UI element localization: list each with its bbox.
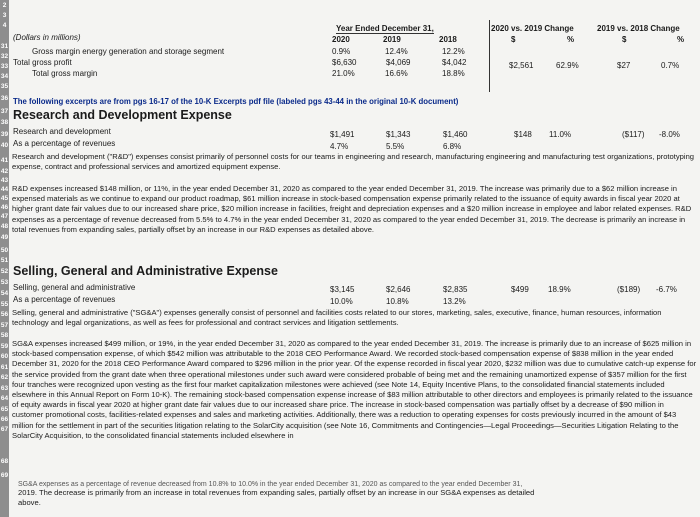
- change-2020-2019-header: 2020 vs. 2019 Change: [491, 24, 574, 33]
- row-number[interactable]: 37: [0, 108, 9, 115]
- row-number[interactable]: 67: [0, 426, 9, 433]
- row-number[interactable]: 47: [0, 213, 9, 220]
- chg1-pct: %: [567, 35, 575, 44]
- row-number[interactable]: 56: [0, 311, 9, 318]
- row-number[interactable]: 36: [0, 95, 9, 102]
- rd-pct-2018: 6.8%: [443, 142, 462, 151]
- gm-energy-label: Gross margin energy generation and storage segment: [32, 47, 225, 56]
- gm-energy-2018: 12.2%: [442, 47, 465, 56]
- row-number[interactable]: 39: [0, 131, 9, 138]
- rd-row-label: Research and development: [13, 127, 111, 136]
- row-number[interactable]: 32: [0, 53, 9, 60]
- row-number[interactable]: 61: [0, 364, 9, 371]
- row-number[interactable]: 57: [0, 322, 9, 329]
- rd-paragraph-1: Research and development ("R&D") expenses consist primarily of personnel costs for our teams in engineering and research, manufacturing engineering and manufacturing test organizations, prototyping expense, contract and professional services and amortized equipment expense.: [12, 152, 695, 172]
- rd-chg1-pct: 11.0%: [549, 130, 572, 139]
- row-number[interactable]: 43: [0, 177, 9, 184]
- tgp-chg1-pct: 62.9%: [556, 61, 579, 70]
- row-number[interactable]: 38: [0, 119, 9, 126]
- tgp-chg2-dollar: $27: [617, 61, 631, 70]
- gm-energy-2020: 0.9%: [332, 47, 351, 56]
- row-number[interactable]: 45: [0, 195, 9, 202]
- year-ended-header: Year Ended December 31,: [336, 24, 434, 33]
- sga-2018: $2,835: [443, 285, 468, 294]
- sga-paragraph-1: Selling, general and administrative ("SG&A") expenses generally consist of personnel and facilities costs related to our stores, marketing, sales, executive, finance, human resources, information technology and legal organizations, as well as fees for professional and contract services and litigation settlements.: [12, 308, 662, 328]
- sga-pct-2018: 13.2%: [443, 297, 466, 306]
- row-number[interactable]: 40: [0, 142, 9, 149]
- sga-2019: $2,646: [386, 285, 411, 294]
- row-number[interactable]: 58: [0, 332, 9, 339]
- sga-row-label: Selling, general and administrative: [13, 283, 136, 292]
- row-number[interactable]: 52: [0, 268, 9, 275]
- row-number[interactable]: 65: [0, 406, 9, 413]
- sga-section-title: Selling, General and Administrative Expense: [13, 264, 278, 278]
- row-number[interactable]: 31: [0, 43, 9, 50]
- tgp-chg1-dollar: $2,561: [509, 61, 534, 70]
- row-number[interactable]: 33: [0, 63, 9, 70]
- col-2018: 2018: [439, 35, 457, 44]
- row-number[interactable]: 41: [0, 157, 9, 164]
- tgp-2020: $6,630: [332, 58, 357, 67]
- excerpt-note: The following excerpts are from pgs 16-17 of the 10-K Excerpts pdf file (labeled pgs 43-44 in the original 10-K document): [13, 97, 459, 106]
- row-number[interactable]: 2: [2, 2, 7, 9]
- col-2020: 2020: [332, 35, 350, 44]
- row-number[interactable]: 53: [0, 279, 9, 286]
- rd-2018: $1,460: [443, 130, 468, 139]
- row-number[interactable]: 62: [0, 374, 9, 381]
- sga-chg1-dollar: $499: [511, 285, 529, 294]
- row-number[interactable]: 69: [0, 472, 9, 479]
- total-gross-margin-label: Total gross margin: [32, 69, 98, 78]
- sga-pct-2020: 10.0%: [330, 297, 353, 306]
- rd-section-title: Research and Development Expense: [13, 108, 232, 122]
- gm-energy-2019: 12.4%: [385, 47, 408, 56]
- chg1-dollar: $: [511, 35, 516, 44]
- total-gross-profit-label: Total gross profit: [13, 58, 72, 67]
- rd-chg2-pct: -8.0%: [659, 130, 680, 139]
- col-2019: 2019: [383, 35, 401, 44]
- column-divider: [489, 20, 490, 92]
- row-number[interactable]: 35: [0, 83, 9, 90]
- tgm-2019: 16.6%: [385, 69, 408, 78]
- row-number[interactable]: 4: [2, 22, 7, 29]
- rd-2020: $1,491: [330, 130, 355, 139]
- row-number[interactable]: 64: [0, 395, 9, 402]
- sga-chg2-dollar: ($189): [617, 285, 641, 294]
- row-number[interactable]: 63: [0, 385, 9, 392]
- tgp-chg2-pct: 0.7%: [661, 61, 680, 70]
- row-number[interactable]: 68: [0, 458, 9, 465]
- chg2-pct: %: [677, 35, 685, 44]
- chg2-dollar: $: [622, 35, 627, 44]
- row-number[interactable]: 34: [0, 73, 9, 80]
- rd-pct-2020: 4.7%: [330, 142, 349, 151]
- row-number[interactable]: 49: [0, 234, 9, 241]
- sga-paragraph-2: SG&A expenses increased $499 million, or 19%, in the year ended December 31, 2020 as compared to the year ended December 31, 2019. The increase is primarily due to an increase of $625 million in stock-based compensation expense, of which $542 million was attributable to the 2018 CEO Performance Award. We recorded stock-based compensation expense of $838 million in the year ended December 31, 2020 for the 2018 CEO Performance Award compared to $296 million in the prior year. Of the expense recorded in fiscal year 2020, $232 million was due to cumulative catch-up expense for the service provided from the grant date when three operational milestones under such award were considered probable of being met and the remaining unamortized expense of $357 million for the first four tranches were recognized upon vesting as the first four market capitalization milestones were achieved (see Note 14, Equity Incentive Plans, to the consolidated financial statements included elsewhere in this Annual Report on Form 10-K). The remaining stock-based compensation expense increase of $83 million attributable to other directors and employees is primarily related to the issuance of equity awards in fiscal year 2020 at higher grant date fair values due to our increased share price. The increase in stock-based compensation was partially offset by a decrease of $90 million in customer promotional costs, facilities-related expenses and sales and marketing activities. Additionally, there was a reduction to operating expenses for costs previously incurred in the amount of $43 million for the settlement in part of the securities litigation relating to the SolarCity acquisition (see Note 16, Commitments and Contingencies—Legal Proceedings—Securities Litigation Relating to the SolarCity Acquisition, to the consolidated financial statements included elsewhere in: [12, 339, 697, 440]
- tgm-2020: 21.0%: [332, 69, 355, 78]
- sga-paragraph-4: above.: [18, 498, 41, 507]
- rd-chg1-dollar: $148: [514, 130, 532, 139]
- row-number[interactable]: 42: [0, 168, 9, 175]
- sga-2020: $3,145: [330, 285, 355, 294]
- row-number[interactable]: 44: [0, 186, 9, 193]
- row-number[interactable]: 54: [0, 290, 9, 297]
- rd-chg2-dollar: ($117): [622, 130, 645, 139]
- sga-pct-label: As a percentage of revenues: [13, 295, 116, 304]
- sga-chg1-pct: 18.9%: [548, 285, 571, 294]
- row-number[interactable]: 55: [0, 301, 9, 308]
- row-number[interactable]: 60: [0, 353, 9, 360]
- rd-pct-label: As a percentage of revenues: [13, 139, 116, 148]
- tgm-2018: 18.8%: [442, 69, 465, 78]
- change-2019-2018-header: 2019 vs. 2018 Change: [597, 24, 680, 33]
- row-number[interactable]: 50: [0, 247, 9, 254]
- row-number[interactable]: 59: [0, 343, 9, 350]
- sga-chg2-pct: -6.7%: [656, 285, 677, 294]
- row-number[interactable]: 46: [0, 204, 9, 211]
- rd-paragraph-2: R&D expenses increased $148 million, or 11%, in the year ended December 31, 2020 as compared to the year ended December 31, 2019. The increase was primarily due to a $62 million increase in expensed materials as we continue to expand our product roadmap, $61 million increase in stock-based compensation expense primarily related to the issuance of equity awards in fiscal year 2020 at higher grant date fair values due to our increased share price, $20 million increase in facilities, freight and depreciation expenses and a $20 million increase in employee and labor related expenses. R&D expenses as a percentage of revenue decreased from 5.5% to 4.7% in the year ended December 31, 2020 as compared to the year ended December 31, 2019. The decrease is primarily an increase in total revenues from expanding sales, partially offset by an increase in our R&D expenses as detailed above.: [12, 184, 692, 234]
- sga-overlap-line: SG&A expenses as a percentage of revenue decreased from 10.8% to 10.0% in the year ended December 31, 2020 as compared to the year ended December 31,: [18, 481, 523, 488]
- row-number[interactable]: 3: [2, 12, 7, 19]
- tgp-2019: $4,069: [386, 58, 411, 67]
- sga-pct-2019: 10.8%: [386, 297, 409, 306]
- tgp-2018: $4,042: [442, 58, 467, 67]
- sga-paragraph-3: 2019. The decrease is primarily from an increase in total revenues from expanding sales, partially offset by an increase in our SG&A expenses as detailed: [18, 488, 535, 497]
- dollars-label: (Dollars in millions): [13, 33, 81, 42]
- row-number[interactable]: 66: [0, 416, 9, 423]
- rd-pct-2019: 5.5%: [386, 142, 405, 151]
- row-number[interactable]: 51: [0, 257, 9, 264]
- rd-2019: $1,343: [386, 130, 411, 139]
- row-number[interactable]: 48: [0, 223, 9, 230]
